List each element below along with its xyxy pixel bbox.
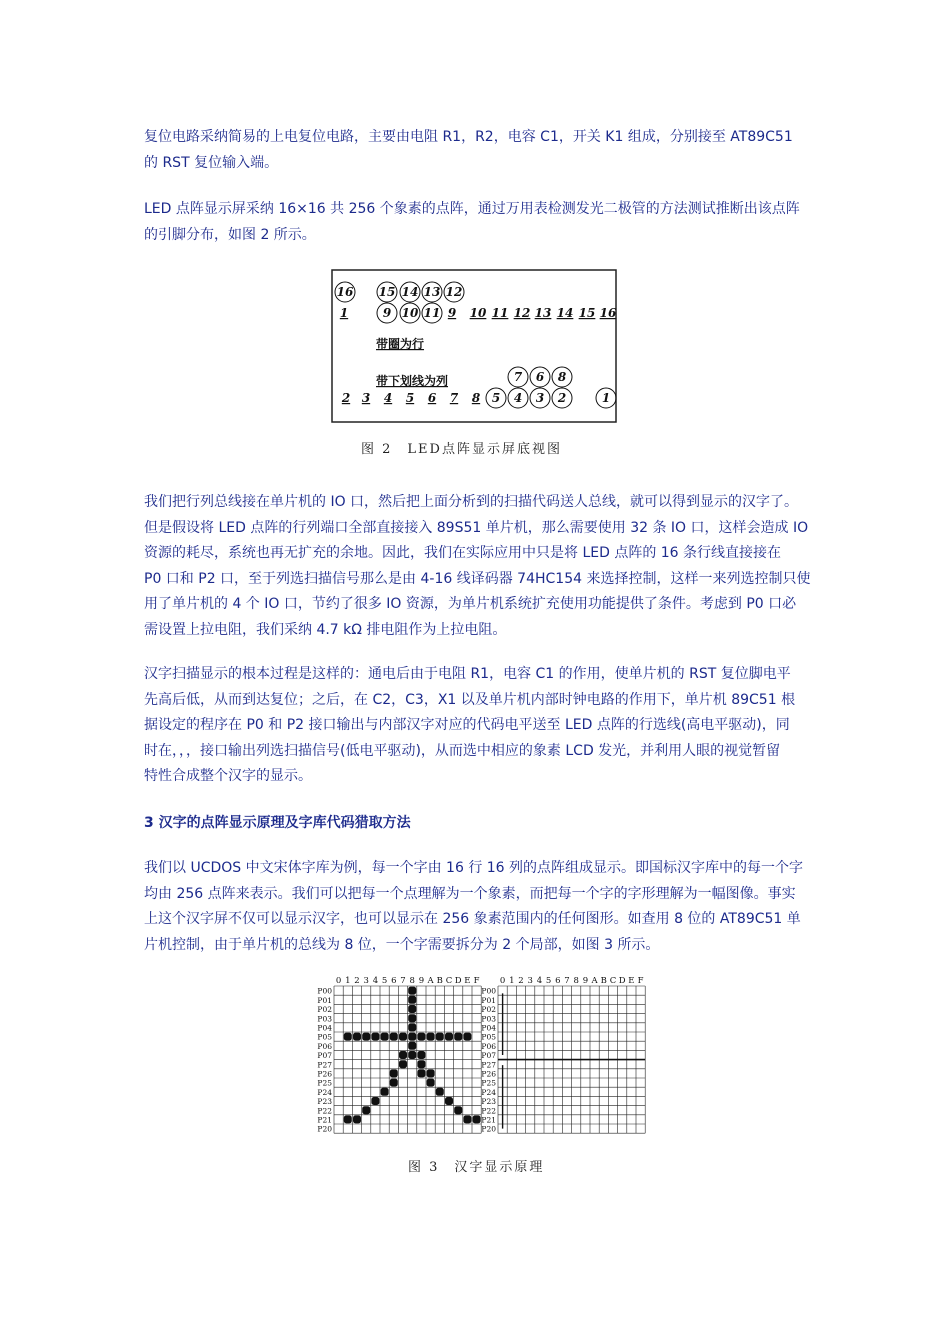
pin-label: 14 (401, 285, 419, 299)
pin-label: 15 (378, 285, 396, 299)
column-header-label: 4 (536, 976, 543, 986)
row-label: P23 (481, 1097, 496, 1107)
row-label: P26 (481, 1069, 496, 1079)
glyph-pixel (362, 1033, 370, 1041)
glyph-pixel (408, 987, 416, 995)
column-header-label: 0 (499, 976, 506, 986)
glyph-pixel (390, 1033, 398, 1041)
figure-3 (312, 976, 642, 1150)
row-label: P24 (481, 1087, 496, 1097)
paragraph-io-wiring (144, 490, 809, 643)
pin-label: 5 (405, 391, 415, 405)
glyph-pixel (381, 1033, 389, 1041)
column-header-label: 4 (372, 976, 379, 986)
column-header-label: 2 (518, 976, 524, 986)
column-header-label: 2 (354, 976, 360, 986)
glyph-pixel (427, 1079, 435, 1087)
row-label: P25 (317, 1078, 332, 1088)
paragraph-led-matrix (144, 197, 809, 248)
column-header-label: 5 (381, 976, 388, 986)
row-label: P21 (317, 1115, 332, 1125)
column-header-label: D (618, 976, 626, 986)
column-header-label: 5 (545, 976, 552, 986)
column-header-label: 8 (573, 976, 579, 986)
column-header-label: 6 (391, 976, 397, 986)
row-label: P27 (317, 1060, 332, 1070)
row-label: P22 (481, 1106, 496, 1116)
pin-label: 6 (535, 370, 545, 384)
text-line: LED 点阵显示屏采纳 16×16 共 256 个象素的点阵，通过万用表检测发光二极管的方法测试推断出该点阵 (144, 201, 800, 217)
text-line: P0 口和 P2 口，至于列选扫描信号那么是由 4-16 线译码器 74HC154 来选择控制，这样一来列选控制只使 (144, 570, 811, 587)
figure-3-caption: 图 3 汉字显示原理 (408, 1160, 545, 1175)
glyph-pixel (371, 1033, 379, 1041)
pin-label: 16 (336, 285, 354, 299)
pin-label: 8 (471, 391, 481, 405)
pin-label: 7 (449, 391, 459, 405)
pin-label: 2 (557, 391, 567, 405)
row-label: P24 (317, 1087, 332, 1097)
paragraph-scan-process (144, 662, 809, 790)
text-line: 的引脚分布，如图 2 所示。 (144, 226, 316, 243)
glyph-pixel (445, 1097, 453, 1105)
row-label: P06 (481, 1041, 496, 1051)
column-header-label: E (628, 976, 635, 986)
column-header-label: B (436, 976, 443, 986)
column-header-label: E (464, 976, 471, 986)
column-legend-note: 带下划线为列 (376, 374, 449, 388)
glyph-pixel (427, 1033, 435, 1041)
text-line: 特性合成整个汉字的显示。 (144, 768, 312, 784)
glyph-pixel (399, 1060, 407, 1068)
glyph-pixel (362, 1106, 370, 1114)
pin-label: 3 (361, 391, 371, 405)
row-label: P21 (481, 1115, 496, 1125)
glyph-pixel (463, 1033, 471, 1041)
pin-label: 3 (535, 391, 545, 405)
text-line: 片机控制，由于单片机的总线为 8 位，一个字需要拆分为 2 个局部，如图 3 所示。 (144, 936, 660, 953)
pin-label: 4 (383, 391, 393, 405)
text-line: 均由 256 点阵来表示。我们可以把每一个点理解为一个象素，而把每一个字的字形理解为一幅图像。事实 (144, 885, 796, 902)
pin-label: 10 (401, 306, 419, 320)
glyph-pixel (408, 1023, 416, 1031)
row-legend-note: 带圈为行 (376, 337, 425, 351)
column-header-label: 1 (345, 976, 351, 986)
row-label: P01 (317, 995, 332, 1005)
text-line: 资源的耗尽，系统也再无扩充的余地。因此，我们在实际应用中只是将 LED 点阵的 16 条行线直接接在 (144, 545, 782, 561)
figure-2-caption: 图 2 LED点阵显示屏底视图 (361, 442, 562, 457)
figure-2 (330, 268, 620, 432)
column-header-label: 9 (418, 976, 425, 986)
pin-label: 12 (445, 285, 463, 299)
glyph-pixel (473, 1115, 481, 1123)
glyph-pixel (408, 1033, 416, 1041)
row-label: P06 (317, 1041, 332, 1051)
pin-label: 12 (513, 306, 531, 320)
glyph-pixel (408, 996, 416, 1004)
glyph-pixel (445, 1033, 453, 1041)
pin-label: 13 (534, 306, 552, 320)
paragraph-font-library (144, 856, 809, 958)
row-label: P07 (317, 1051, 332, 1061)
pin-label: 16 (599, 306, 617, 320)
figure-2-pin-diagram (330, 268, 620, 428)
pin-label: 2 (341, 391, 351, 405)
paragraph-reset-circuit (144, 125, 809, 176)
row-label: P02 (481, 1005, 496, 1015)
text-line: 的 RST 复位输入端。 (144, 154, 279, 171)
column-header-label: 7 (400, 976, 406, 986)
glyph-pixel (417, 1060, 425, 1068)
row-label: P04 (317, 1023, 332, 1033)
column-header-label: 3 (363, 976, 369, 986)
pin-label: 9 (447, 306, 457, 320)
glyph-pixel (399, 1033, 407, 1041)
glyph-pixel (371, 1097, 379, 1105)
glyph-pixel (390, 1069, 398, 1077)
pin-label: 7 (513, 370, 523, 384)
pin-label: 1 (601, 391, 611, 405)
column-header-label: F (473, 976, 480, 986)
glyph-pixel (417, 1033, 425, 1041)
row-label: P20 (317, 1124, 332, 1134)
text-line: 需设置上拉电阻，我们采纳 4.7 kΩ 排电阻作为上拉电阻。 (144, 621, 507, 638)
pin-label: 11 (423, 306, 441, 320)
text-line: 据设定的程序在 P0 和 P2 接口输出与内部汉字对应的代码电平送至 LED 点阵的行选线(高电平驱动)，同 (144, 717, 790, 733)
pin-label: 6 (427, 391, 437, 405)
text-line: 但是假设将 LED 点阵的行列端口全部直接接入 89S51 单片机，那么需要使用 32 条 IO 口，这样会造成 IO (144, 519, 809, 536)
figure-3-matrix-diagram (312, 976, 642, 1146)
text-line: 用了单片机的 4 个 IO 口，节约了很多 IO 资源，为单片机系统扩充使用功能提供了条件。考虑到 P0 口必 (144, 596, 797, 612)
pin-label: 5 (491, 391, 501, 405)
pin-label: 15 (578, 306, 596, 320)
glyph-pixel (381, 1088, 389, 1096)
text-line: 先高后低，从而到达复位；之后，在 C2，C3，X1 以及单片机内部时钟电路的作用下，单片机 89C51 根 (144, 691, 796, 708)
glyph-pixel (408, 1051, 416, 1059)
glyph-pixel (408, 1014, 416, 1022)
row-label: P07 (481, 1051, 496, 1061)
text-line: 汉字扫描显示的根本过程是这样的：通电后由于电阻 R1，电容 C1 的作用，使单片机的 RST 复位脚电平 (144, 666, 791, 682)
column-header-label: 3 (527, 976, 533, 986)
pin-label: 11 (491, 306, 509, 320)
column-header-label: B (600, 976, 607, 986)
row-label: P02 (317, 1005, 332, 1015)
glyph-pixel (417, 1051, 425, 1059)
row-label: P04 (481, 1023, 496, 1033)
glyph-pixel (344, 1115, 352, 1123)
pin-label: 9 (382, 306, 392, 320)
glyph-pixel (390, 1079, 398, 1087)
column-header-label: 9 (582, 976, 589, 986)
glyph-pixel (408, 1042, 416, 1050)
column-header-label: F (637, 976, 644, 986)
pin-label: 13 (423, 285, 441, 299)
row-label: P22 (317, 1106, 332, 1116)
text-line: 复位电路采纳简易的上电复位电路，主要由电阻 R1，R2，电容 C1，开关 K1 组成，分别接至 AT89C51 (144, 129, 793, 145)
column-header-label: 1 (509, 976, 515, 986)
text-line: 上这个汉字屏不仅可以显示汉字，也可以显示在 256 象素范围内的任何图形。如查用 8 位的 AT89C51 单 (144, 911, 801, 927)
glyph-pixel (454, 1033, 462, 1041)
section-heading: 3 汉字的点阵显示原理及字库代码猎取方法 (144, 815, 411, 831)
pin-label: 4 (513, 391, 523, 405)
row-label: P00 (317, 986, 332, 996)
glyph-pixel (417, 1069, 425, 1077)
column-header-label: C (609, 976, 617, 986)
row-label: P20 (481, 1124, 496, 1134)
row-label: P03 (481, 1014, 496, 1024)
glyph-pixel (436, 1033, 444, 1041)
column-header-label: D (454, 976, 462, 986)
glyph-pixel (353, 1033, 361, 1041)
column-header-label: A (427, 976, 434, 986)
glyph-pixel (399, 1051, 407, 1059)
row-label: P00 (481, 986, 496, 996)
pin-label: 14 (556, 306, 574, 320)
row-label: P27 (481, 1060, 496, 1070)
column-header-label: 7 (564, 976, 570, 986)
text-line: 时在，，，接口输出列选扫描信号(低电平驱动)，从而选中相应的象素 LCD 发光，并利用人眼的视觉暂留 (144, 742, 781, 759)
row-label: P23 (317, 1097, 332, 1107)
glyph-pixel (408, 1005, 416, 1013)
column-header-label: 0 (335, 976, 342, 986)
row-label: P05 (481, 1032, 496, 1042)
column-header-label: A (591, 976, 598, 986)
glyph-pixel (427, 1069, 435, 1077)
row-label: P03 (317, 1014, 332, 1024)
glyph-pixel (436, 1088, 444, 1096)
column-header-label: 6 (555, 976, 561, 986)
glyph-pixel (463, 1115, 471, 1123)
column-header-label: 8 (409, 976, 415, 986)
text-line: 我们把行列总线接在单片机的 IO 口，然后把上面分析到的扫描代码送人总线，就可以得到显示的汉字了。 (144, 494, 799, 510)
pin-label: 10 (469, 306, 487, 320)
pin-label: 1 (339, 306, 349, 320)
row-label: P26 (317, 1069, 332, 1079)
text-line: 我们以 UCDOS 中文宋体字库为例，每一个字由 16 行 16 列的点阵组成显示。即国标汉字库中的每一个字 (144, 860, 804, 876)
pin-label: 8 (557, 370, 567, 384)
glyph-pixel (454, 1106, 462, 1114)
glyph-pixel (344, 1033, 352, 1041)
row-label: P05 (317, 1032, 332, 1042)
row-label: P01 (481, 995, 496, 1005)
glyph-pixel (353, 1115, 361, 1123)
row-label: P25 (481, 1078, 496, 1088)
column-header-label: C (445, 976, 453, 986)
